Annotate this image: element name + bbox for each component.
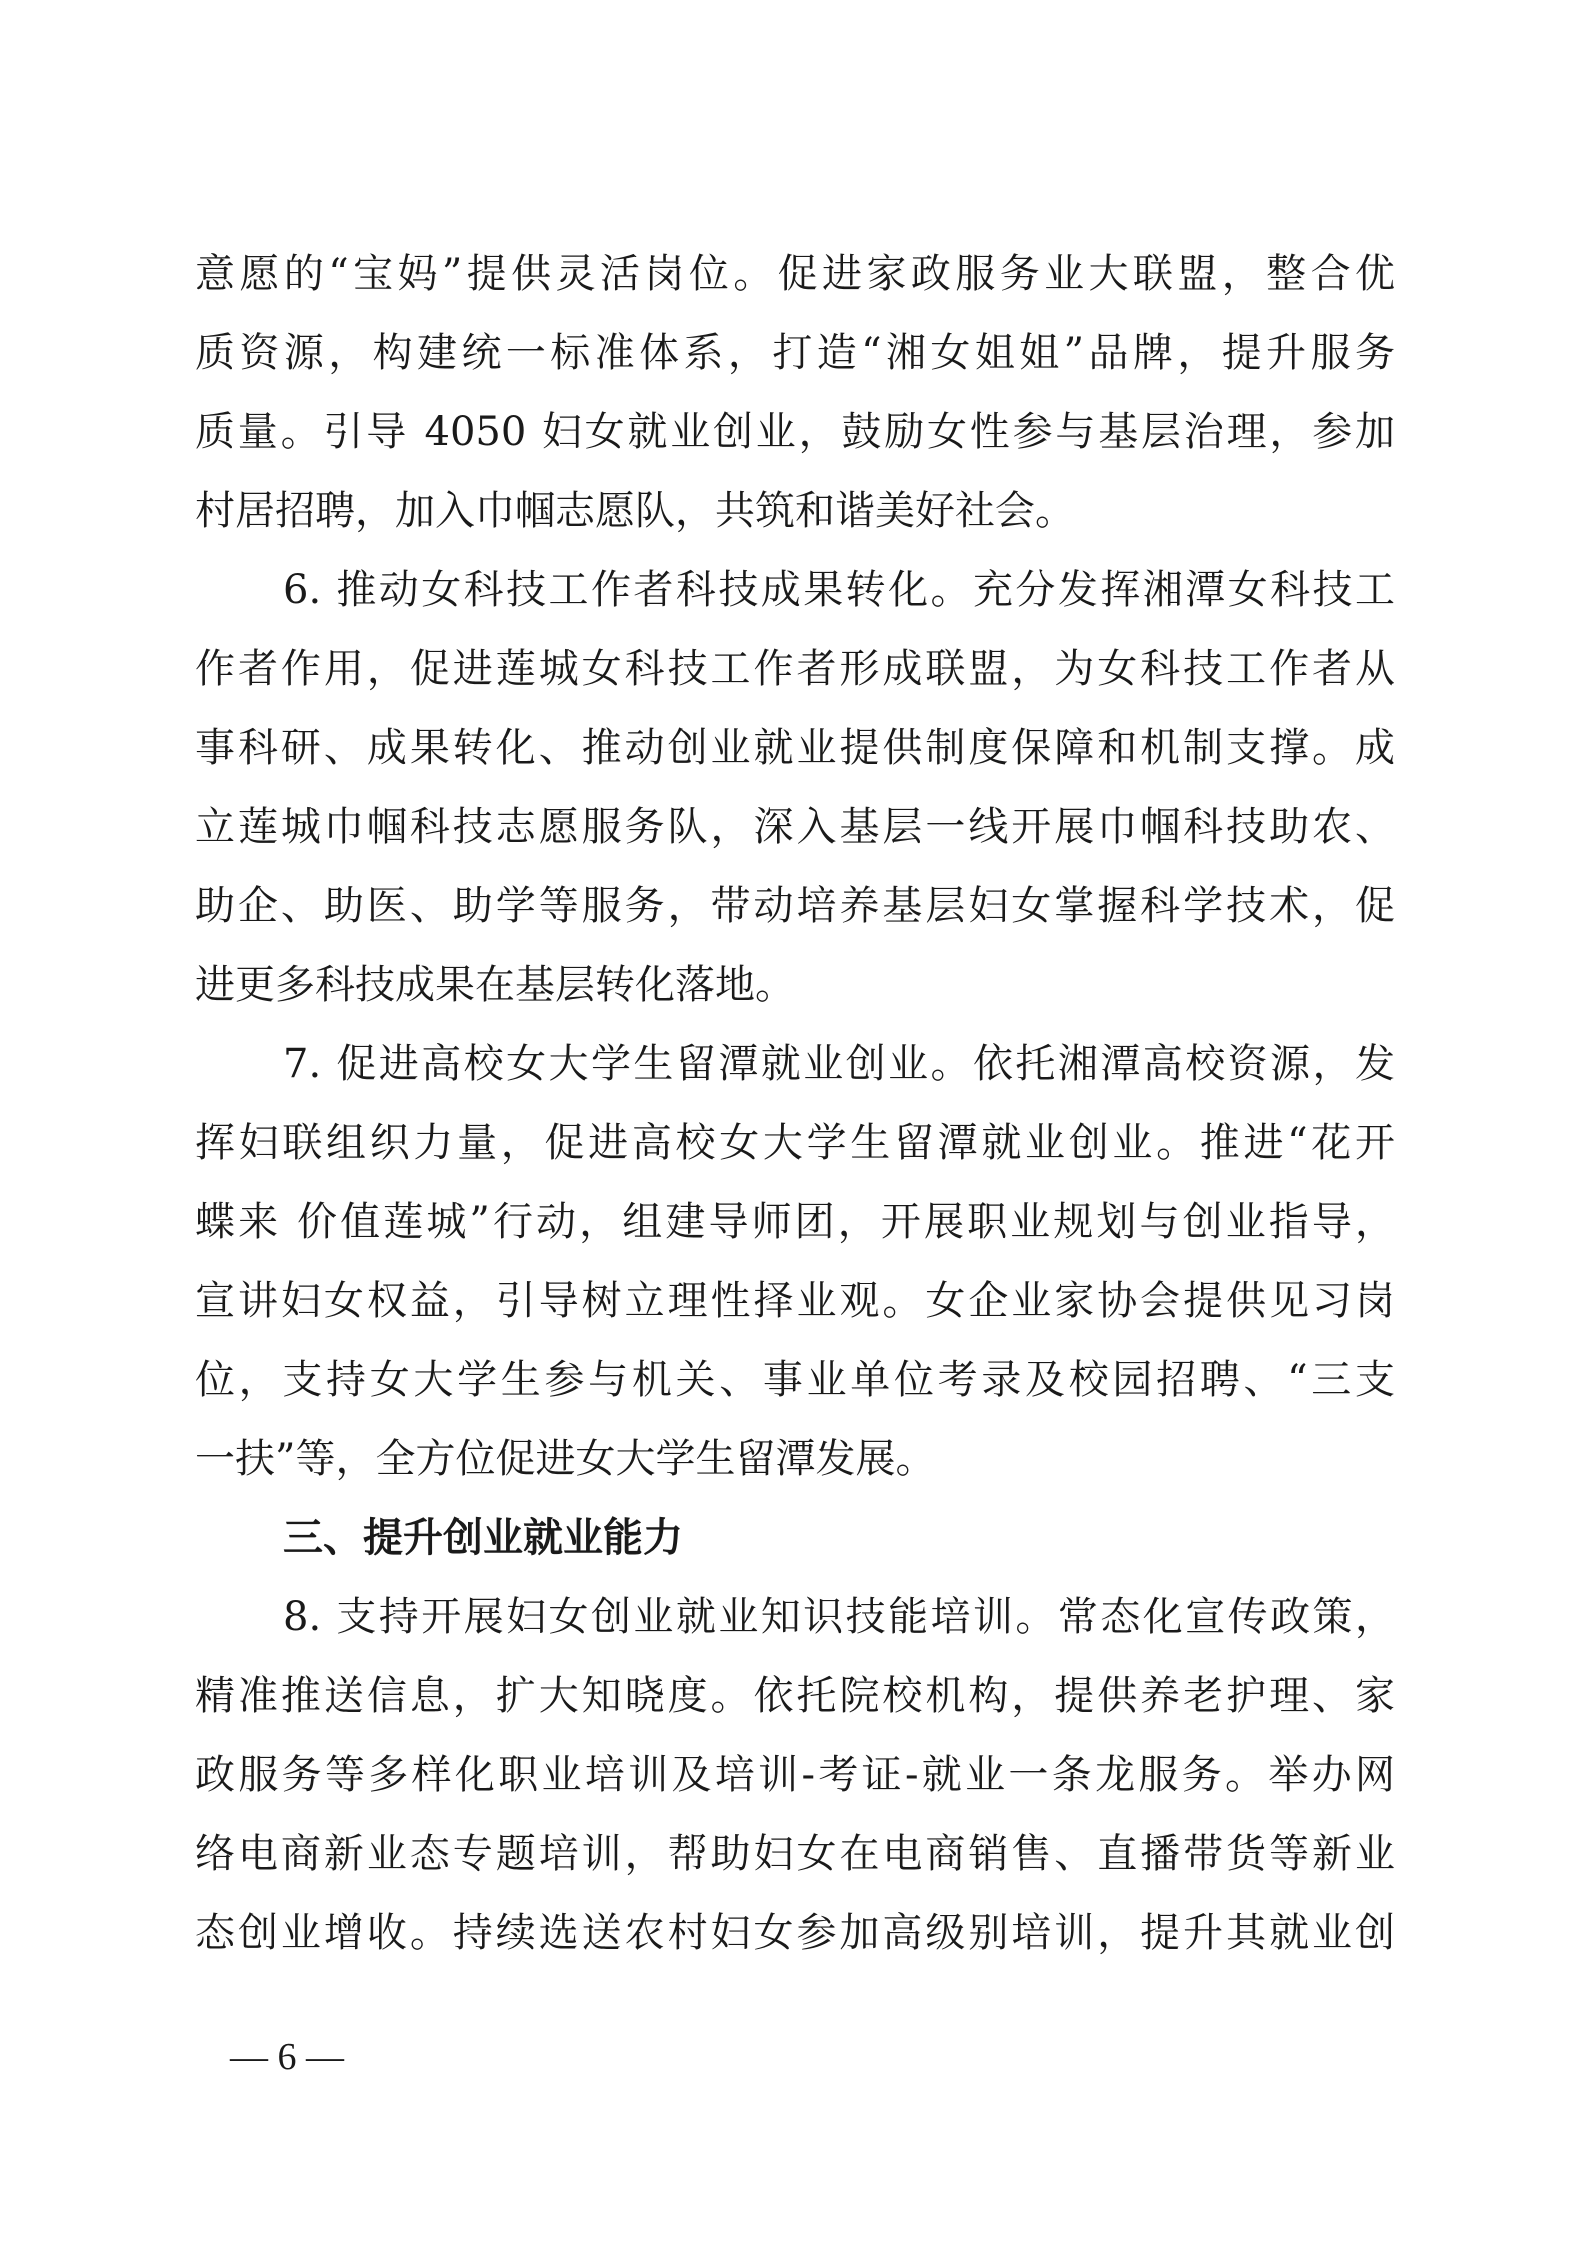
text-line: 态创业增收。持续选送农村妇女参加高级别培训，提升其就业创 (195, 1910, 1395, 1956)
text-line: 质量。引导 4050 妇女就业创业，鼓励女性参与基层治理，参加 (195, 409, 1395, 455)
text-line: 络电商新业态专题培训，帮助妇女在电商销售、直播带货等新业 (195, 1831, 1395, 1877)
text-line: 挥妇联组织力量，促进高校女大学生留潭就业创业。推进“花开 (195, 1120, 1395, 1166)
text-line: 一扶”等，全方位促进女大学生留潭发展。 (195, 1436, 936, 1482)
text-line: 立莲城巾帼科技志愿服务队，深入基层一线开展巾帼科技助农、 (195, 804, 1395, 850)
text-line: 事科研、成果转化、推动创业就业提供制度保障和机制支撑。成 (195, 725, 1395, 771)
text-line: 质资源，构建统一标准体系，打造“湘女姐姐”品牌，提升服务 (195, 330, 1395, 376)
text-line: 进更多科技成果在基层转化落地。 (195, 962, 795, 1008)
text-line: 村居招聘，加入巾帼志愿队，共筑和谐美好社会。 (195, 488, 1075, 534)
text-line: 作者作用，促进莲城女科技工作者形成联盟，为女科技工作者从 (195, 646, 1395, 692)
text-line: 位，支持女大学生参与机关、事业单位考录及校园招聘、“三支 (195, 1357, 1395, 1403)
page-number: — 6 — (230, 2036, 344, 2078)
text-line: 蝶来 价值莲城”行动，组建导师团，开展职业规划与创业指导， (195, 1199, 1395, 1245)
text-line: 7. 促进高校女大学生留潭就业创业。依托湘潭高校资源，发 (283, 1041, 1395, 1087)
text-line: 助企、助医、助学等服务，带动培养基层妇女掌握科学技术，促 (195, 883, 1395, 929)
text-line: 宣讲妇女权益，引导树立理性择业观。女企业家协会提供见习岗 (195, 1278, 1395, 1324)
text-line: 政服务等多样化职业培训及培训-考证-就业一条龙服务。举办网 (195, 1752, 1395, 1798)
text-line: 精准推送信息，扩大知晓度。依托院校机构，提供养老护理、家 (195, 1673, 1395, 1719)
text-line: 8. 支持开展妇女创业就业知识技能培训。常态化宣传政策， (283, 1594, 1395, 1640)
text-line: 意愿的“宝妈”提供灵活岗位。促进家政服务业大联盟，整合优 (195, 251, 1395, 297)
text-line: 6. 推动女科技工作者科技成果转化。充分发挥湘潭女科技工 (283, 567, 1395, 613)
section-heading: 三、提升创业就业能力 (283, 1515, 683, 1561)
